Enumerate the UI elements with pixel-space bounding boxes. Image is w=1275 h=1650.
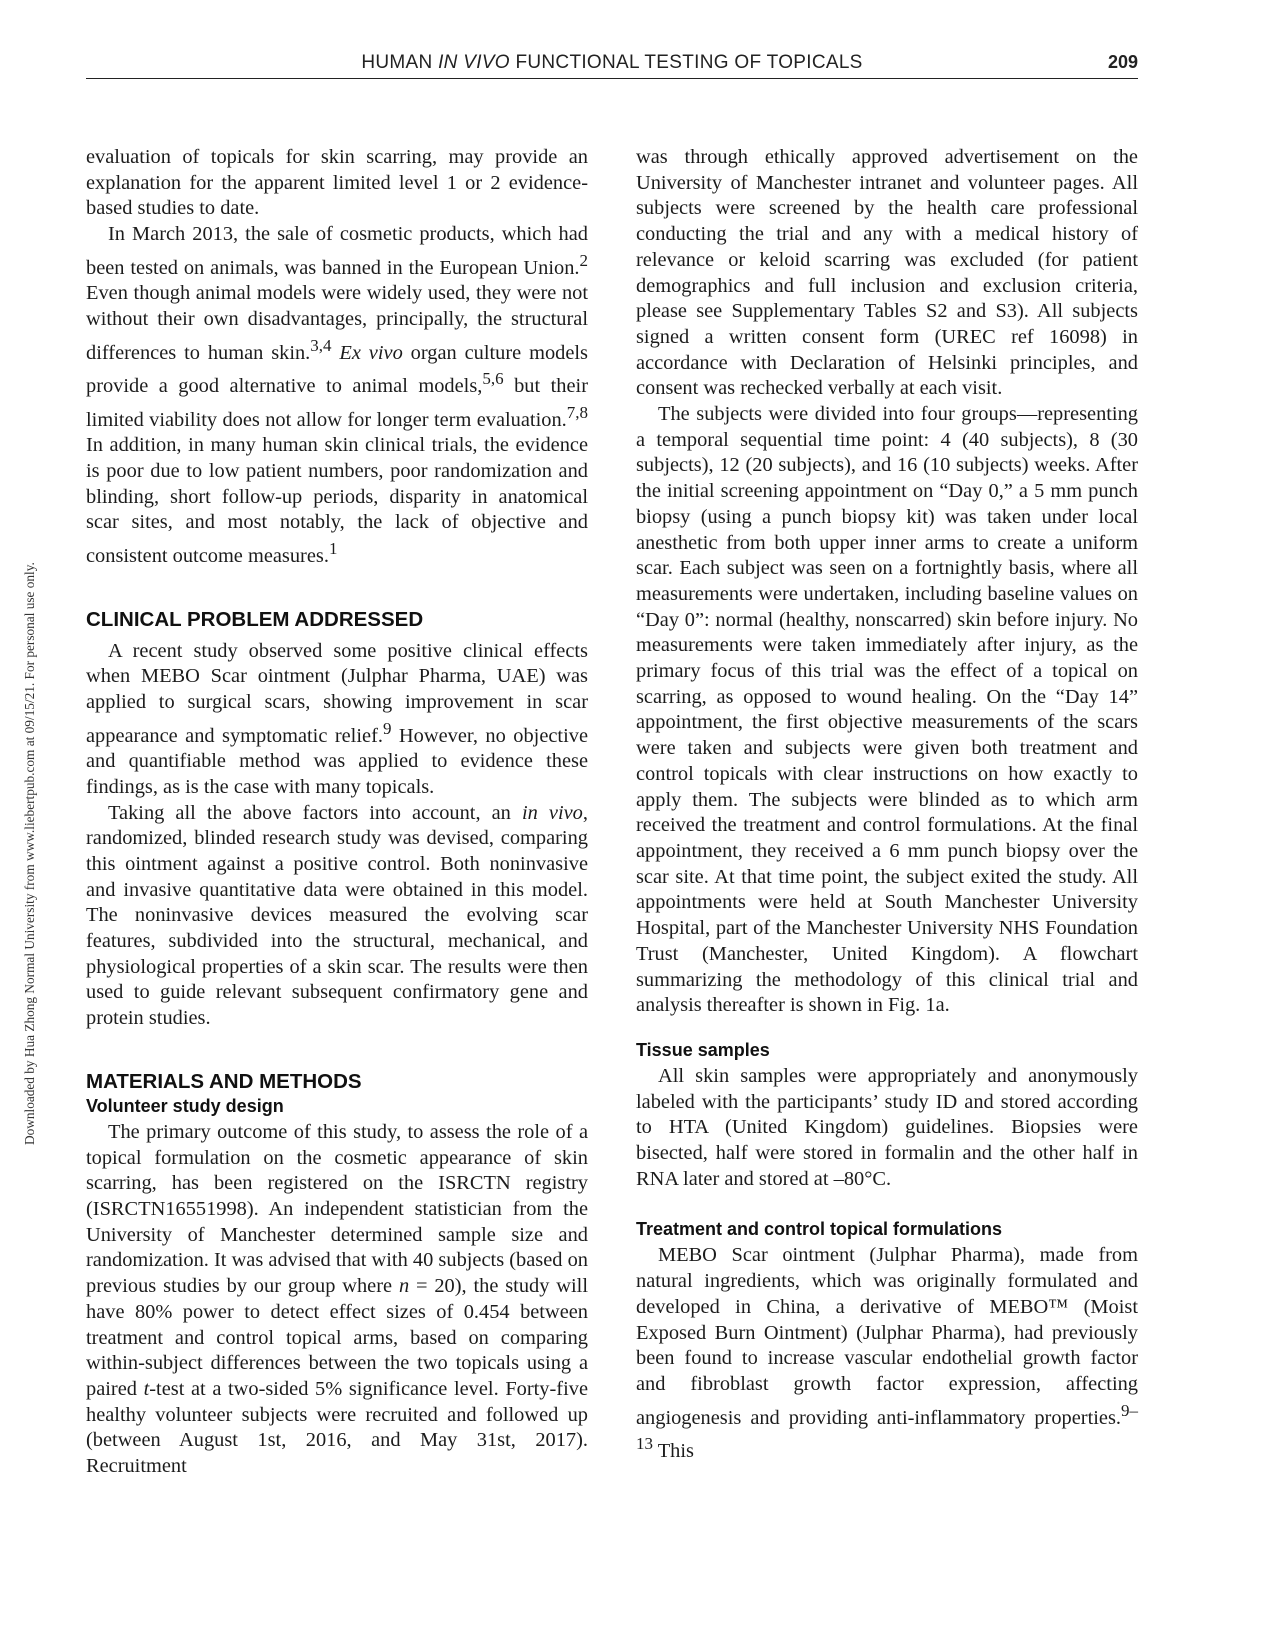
paragraph xyxy=(86,639,588,801)
text: MEBO Scar ointment (Julphar Pharma), made from natural ingredients, which was originally formulated and developed in China, a derivative of MEBO™ (Moist Exposed Burn Ointment) (Julphar Pharma), had previously been found to increase vascular endothelial growth factor and fibroblast growth factor expression, affecting angiogenesis and providing anti-inflammatory properties. xyxy=(636,1244,1138,1429)
citation: 3,4 xyxy=(310,335,332,355)
page-number: 209 xyxy=(1107,52,1138,72)
citation: 9 xyxy=(382,718,392,738)
italic-text: in vivo xyxy=(521,801,583,824)
left-column xyxy=(86,145,588,1480)
running-header xyxy=(86,50,1138,79)
citation: 2 xyxy=(579,250,588,270)
section-heading-clinical-problem: CLINICAL PROBLEM ADDRESSED xyxy=(86,607,424,631)
section-heading-materials-methods: MATERIALS AND METHODS xyxy=(86,1069,362,1093)
citation: 1 xyxy=(328,539,338,559)
text: -test at a two-sided 5% significance level. Forty-five healthy volunteer subjects were recruited and followed up (between August 1st, 2016, and May 31st, 2017). Recruitment xyxy=(86,1377,588,1478)
text: However, no objective and quantifiable method was applied to evidence these findings, as is the case with many topicals. xyxy=(86,724,588,798)
text: organ culture models provide a good alternative to animal models, xyxy=(86,341,588,398)
italic-text: Ex vivo xyxy=(339,341,403,364)
running-title-text-end: FUNCTIONAL TESTING OF TOPICALS xyxy=(509,52,863,73)
text: but their limited viability does not allow for longer term evaluation. xyxy=(86,375,588,431)
citation: 7,8 xyxy=(566,402,588,422)
subheading-volunteer-study-design: Volunteer study design xyxy=(86,1095,284,1116)
text: A recent study observed some positive clinical effects when MEBO Scar ointment (Julphar Pharma, UAE) was applied to surgical scars, showing improvement in scar appearance and symptomatic relief. xyxy=(86,639,588,747)
italic-text: t xyxy=(143,1377,150,1400)
paragraph: was through ethically approved advertisement on the University of Manchester intranet and volunteer pages. All subjects were screened by the health care professional conducting the trial and any with a medical history of relevance or keloid scarring was excluded (for patient demographics and full inclusion and exclusion criteria, please see Supplementary Tables S2 and S3). All subjects signed a written consent form (UREC ref 16098) in accordance with Declaration of Helsinki principles, and consent was rechecked verbally at each visit. xyxy=(636,146,1138,400)
right-column xyxy=(636,145,1138,1465)
download-notice: Downloaded by Hua Zhong Normal University from www.liebertpub.com at 09/15/21. For personal use only. xyxy=(22,562,37,1145)
text: , randomized, blinded research study was devised, comparing this ointment against a positive control. Both noninvasive and invasive quantitative data were obtained in this model. The noninvasive devices measured the evolving scar features, subdivided into the structural, mechanical, and physiological properties of a skin scar. The results were then used to guide relevant subsequent confirmatory gene and protein studies. xyxy=(86,801,588,1030)
paragraph: All skin samples were appropriately and anonymously labeled with the participants’ study ID and stored according to HTA (United Kingdom) guidelines. Biopsies were bisected, half were stored in formalin and the other half in RNA later and stored at –80°C. xyxy=(636,1064,1138,1190)
paragraph xyxy=(86,801,588,1032)
text: = 20), the study will have 80% power to detect effect sizes of 0.454 between treatment and control topical arms, based on comparing within-subject differences between the two topicals using a paired xyxy=(86,1275,588,1400)
paragraph: evaluation of topicals for skin scarring, may provide an explanation for the apparent limited level 1 or 2 evidence-based studies to date. xyxy=(86,146,588,220)
text: Even though animal models were widely used, they were not without their own disadvantages, principally, the structural differences to human skin. xyxy=(86,282,588,364)
text: In March 2013, the sale of cosmetic products, which had been tested on animals, was banned in the European Union. xyxy=(86,223,588,279)
running-title xyxy=(86,52,1138,74)
citation: 5,6 xyxy=(482,369,504,389)
text: The primary outcome of this study, to assess the role of a topical formulation on the cosmetic appearance of skin scarring, has been registered on the ISRCTN registry (ISRCTN16551998). An independent statistician from the University of Manchester determined sample size and randomization. It was advised that with 40 subjects (based on previous studies by our group where xyxy=(86,1120,588,1298)
italic-text: n xyxy=(398,1275,410,1298)
text: This xyxy=(653,1439,694,1462)
paragraph xyxy=(86,222,588,569)
running-title-text: HUMAN xyxy=(361,52,439,73)
paragraph xyxy=(86,1120,588,1480)
subheading-tissue-samples: Tissue samples xyxy=(636,1039,770,1060)
subheading-treatment-control: Treatment and control topical formulations xyxy=(636,1219,1003,1240)
paragraph xyxy=(636,1243,1138,1464)
paragraph: The subjects were divided into four groups—representing a temporal sequential time point: 4 (40 subjects), 8 (30 subjects), 12 (20 subjects), and 16 (10 subjects) weeks. After the initial screening appointment on “Day 0,” a 5 mm punch biopsy (using a punch biopsy kit) was taken under local anesthetic from both upper inner arms to create a uniform scar. Each subject was seen on a fortnightly basis, where all measurements were undertaken, including baseline values on “Day 0”: normal (healthy, nonscarred) skin before injury. No measurements were taken immediately after injury, as the primary focus of this trial was the effect of a topical on scarring, as opposed to wound healing. On the “Day 14” appointment, the first objective measurements of the scars were taken and subjects were given both treatment and control topicals with clear instructions on how exactly to apply them. The subjects were blinded as to which arm received the treatment and control formulations. At the final appointment, they received a 6 mm punch biopsy over the scar site. At that time point, the subject exited the study. All appointments were held at South Manchester University Hospital, part of the Manchester University NHS Foundation Trust (Manchester, United Kingdom). A flowchart summarizing the methodology of this clinical trial and analysis thereafter is shown in Fig. 1a. xyxy=(636,403,1138,1017)
text: Taking all the above factors into account, an xyxy=(108,801,522,824)
citation: 9–13 xyxy=(636,1400,1138,1454)
running-title-italic: IN VIVO xyxy=(438,52,510,73)
text: In addition, in many human skin clinical trials, the evidence is poor due to low patient numbers, poor randomization and blinding, short follow-up periods, disparity in anatomical scar sites, and most notably, the lack of objective and consistent outcome measures. xyxy=(86,434,588,567)
